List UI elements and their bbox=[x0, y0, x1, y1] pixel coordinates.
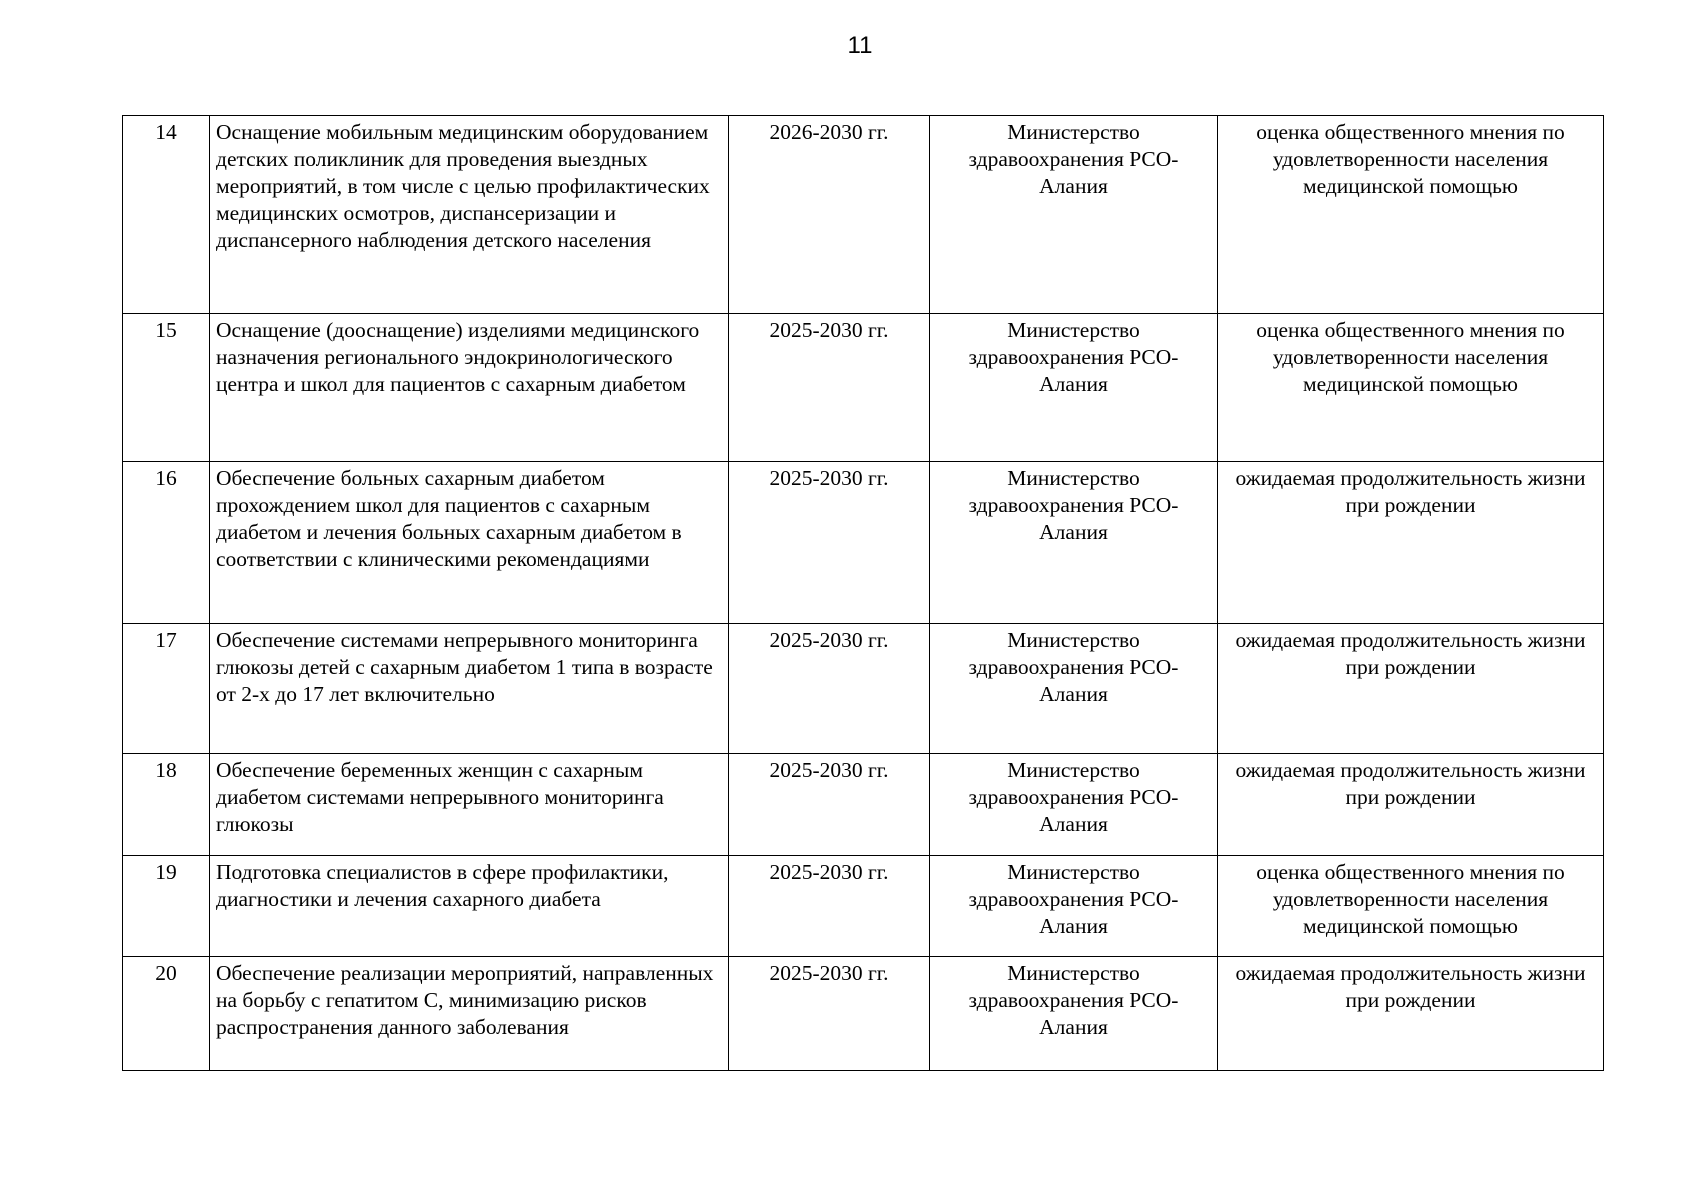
table-row bbox=[123, 624, 1604, 754]
table-row bbox=[123, 314, 1604, 462]
period: 2025-2030 гг. bbox=[729, 957, 930, 1071]
row-number: 20 bbox=[123, 957, 210, 1071]
measures-table bbox=[122, 115, 1604, 1071]
period: 2025-2030 гг. bbox=[729, 856, 930, 957]
target-indicator: оценка общественного мнения по удовлетворенности населения медицинской помощью bbox=[1218, 314, 1604, 462]
executor: Министерство здравоохранения РСО-Алания bbox=[930, 462, 1218, 624]
row-number: 17 bbox=[123, 624, 210, 754]
table-row bbox=[123, 856, 1604, 957]
target-indicator: ожидаемая продолжительность жизни при рождении bbox=[1218, 754, 1604, 856]
period: 2025-2030 гг. bbox=[729, 462, 930, 624]
executor: Министерство здравоохранения РСО-Алания bbox=[930, 957, 1218, 1071]
measure-description: Обеспечение больных сахарным диабетом прохождением школ для пациентов с сахарным диабетом и лечения больных сахарным диабетом в соответствии с клиническими рекомендациями bbox=[210, 462, 729, 624]
row-number: 16 bbox=[123, 462, 210, 624]
measure-description: Оснащение мобильным медицинским оборудованием детских поликлиник для проведения выездных мероприятий, в том числе с целью профилактических медицинских осмотров, диспансеризации и диспансерного наблюдения детского населения bbox=[210, 116, 729, 314]
target-indicator: оценка общественного мнения по удовлетворенности населения медицинской помощью bbox=[1218, 116, 1604, 314]
measure-description: Подготовка специалистов в сфере профилактики, диагностики и лечения сахарного диабета bbox=[210, 856, 729, 957]
measure-description: Оснащение (дооснащение) изделиями медицинского назначения регионального эндокринологического центра и школ для пациентов с сахарным диабетом bbox=[210, 314, 729, 462]
target-indicator: ожидаемая продолжительность жизни при рождении bbox=[1218, 462, 1604, 624]
executor: Министерство здравоохранения РСО-Алания bbox=[930, 856, 1218, 957]
table-row bbox=[123, 957, 1604, 1071]
row-number: 18 bbox=[123, 754, 210, 856]
executor: Министерство здравоохранения РСО-Алания bbox=[930, 754, 1218, 856]
table-row bbox=[123, 754, 1604, 856]
target-indicator: оценка общественного мнения по удовлетворенности населения медицинской помощью bbox=[1218, 856, 1604, 957]
executor: Министерство здравоохранения РСО-Алания bbox=[930, 624, 1218, 754]
measure-description: Обеспечение беременных женщин с сахарным диабетом системами непрерывного мониторинга глюкозы bbox=[210, 754, 729, 856]
executor: Министерство здравоохранения РСО-Алания bbox=[930, 314, 1218, 462]
period: 2025-2030 гг. bbox=[729, 624, 930, 754]
page-number: 11 bbox=[847, 32, 873, 59]
target-indicator: ожидаемая продолжительность жизни при рождении bbox=[1218, 957, 1604, 1071]
target-indicator: ожидаемая продолжительность жизни при рождении bbox=[1218, 624, 1604, 754]
period: 2026-2030 гг. bbox=[729, 116, 930, 314]
measure-description: Обеспечение системами непрерывного мониторинга глюкозы детей с сахарным диабетом 1 типа в возрасте от 2-х до 17 лет включительно bbox=[210, 624, 729, 754]
period: 2025-2030 гг. bbox=[729, 754, 930, 856]
row-number: 14 bbox=[123, 116, 210, 314]
table-row bbox=[123, 116, 1604, 314]
row-number: 15 bbox=[123, 314, 210, 462]
row-number: 19 bbox=[123, 856, 210, 957]
period: 2025-2030 гг. bbox=[729, 314, 930, 462]
measure-description: Обеспечение реализации мероприятий, направленных на борьбу с гепатитом С, минимизацию рисков распространения данного заболевания bbox=[210, 957, 729, 1071]
executor: Министерство здравоохранения РСО-Алания bbox=[930, 116, 1218, 314]
table-row bbox=[123, 462, 1604, 624]
